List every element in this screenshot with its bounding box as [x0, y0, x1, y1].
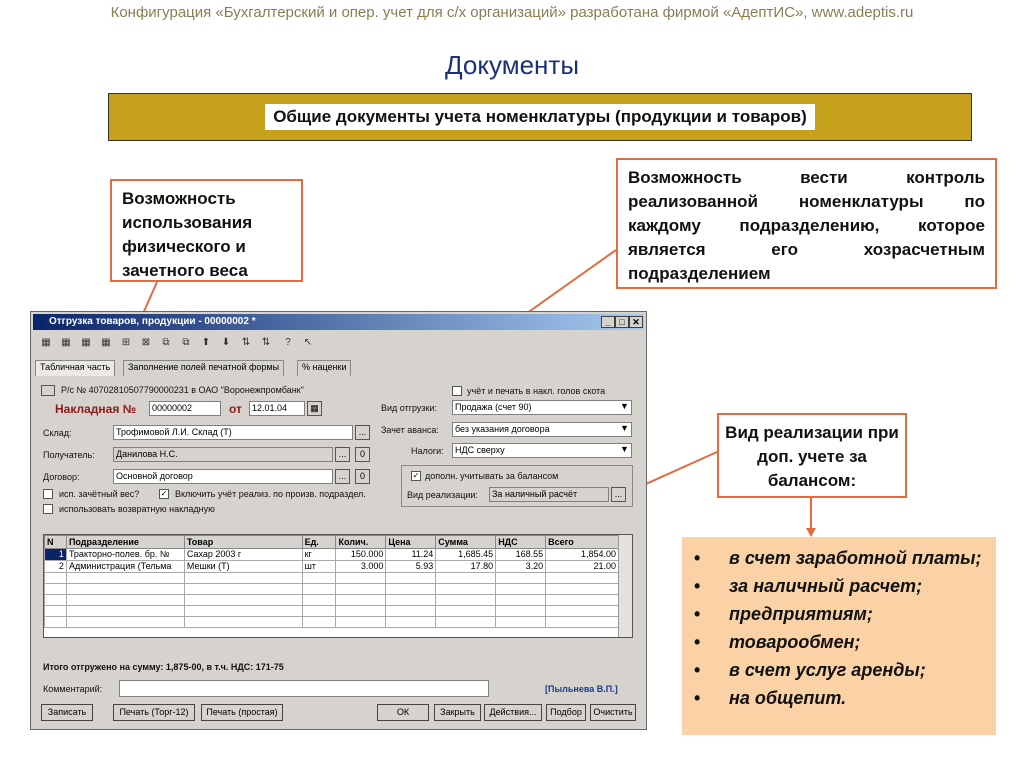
goods-table[interactable]	[43, 534, 633, 638]
realization-kinds-list	[682, 537, 996, 735]
table-cell[interactable]	[386, 595, 436, 606]
table-cell[interactable]: Сахар 2003 г	[184, 549, 302, 561]
context-help-icon[interactable]: ↖	[303, 337, 313, 348]
table-cell[interactable]	[66, 606, 184, 617]
table-cell[interactable]	[302, 573, 336, 584]
table-scrollbar[interactable]	[618, 535, 632, 637]
recipient-label: Получатель:	[43, 450, 95, 460]
return-checkbox[interactable]	[43, 504, 53, 514]
table-cell[interactable]	[546, 606, 619, 617]
row-delete-icon[interactable]: ⊠	[141, 337, 151, 348]
table-cell[interactable]	[336, 606, 386, 617]
callout-control: Возможность вести контроль реализованной номенклатуры по каждому подразделению, которое является его хозрасчетным подразделением	[616, 158, 997, 289]
table-cell[interactable]	[45, 606, 67, 617]
sklad-label: Склад:	[43, 428, 72, 438]
table-row[interactable]	[45, 584, 619, 595]
table-cell[interactable]	[336, 584, 386, 595]
date-field[interactable]: 12.01.04	[249, 401, 305, 416]
table-cell[interactable]	[66, 584, 184, 595]
livestock-checkbox[interactable]	[452, 386, 462, 396]
table-cell[interactable]	[436, 584, 496, 595]
shipment-window	[30, 311, 647, 730]
table-cell[interactable]	[184, 573, 302, 584]
table-row[interactable]	[45, 606, 619, 617]
table-cell[interactable]	[436, 573, 496, 584]
kind-field[interactable]: За наличный расчёт	[489, 487, 609, 502]
save-button[interactable]: Записать	[41, 704, 93, 721]
list-item: • товарообмен;	[694, 632, 861, 652]
table-cell[interactable]: 3.20	[496, 561, 546, 573]
table-cell[interactable]	[184, 595, 302, 606]
table-cell[interactable]	[336, 595, 386, 606]
table-cell[interactable]: кг	[302, 549, 336, 561]
table-row[interactable]	[45, 549, 619, 561]
invoice-label: Накладная №	[55, 402, 137, 416]
table-cell[interactable]	[45, 584, 67, 595]
bank-account: Р/с № 40702810507790000231 в ОАО "Воронежпромбанк"	[61, 385, 304, 395]
page-header: Конфигурация «Бухгалтерский и опер. учет для с/х организаций» разработана фирмой «АдептИС», www.adeptis.ru	[110, 4, 914, 21]
close-button[interactable]: Закрыть	[434, 704, 481, 721]
total-text: Итого отгружено на сумму: 1,875-00, в т.ч. НДС: 171-75	[43, 662, 284, 672]
table-row[interactable]	[45, 595, 619, 606]
table-cell[interactable]: 150.000	[336, 549, 386, 561]
select-button[interactable]: Подбор	[546, 704, 586, 721]
row-copy-icon[interactable]: ⧉	[162, 337, 170, 348]
table-cell[interactable]	[66, 617, 184, 628]
recipient-field[interactable]: Данилова Н.С.	[113, 447, 333, 462]
table-cell[interactable]: 168.55	[496, 549, 546, 561]
column-header[interactable]: Сумма	[436, 536, 496, 549]
column-header[interactable]: Ед.	[302, 536, 336, 549]
comment-field[interactable]	[119, 680, 489, 697]
invoice-number-field[interactable]: 00000002	[149, 401, 221, 416]
kind-label: Вид реализации:	[407, 490, 478, 500]
table-cell[interactable]: 11.24	[386, 549, 436, 561]
date-label: от	[229, 402, 242, 416]
table-cell[interactable]	[496, 617, 546, 628]
move-down-icon[interactable]: ⬇	[221, 337, 231, 348]
maximize-icon[interactable]: □	[615, 316, 629, 328]
return-label: использовать возвратную накладную	[59, 504, 215, 514]
contract-field[interactable]: Основной договор	[113, 469, 333, 484]
table-cell[interactable]	[184, 606, 302, 617]
list-item: • на общепит.	[694, 688, 847, 708]
table-cell[interactable]	[386, 606, 436, 617]
table-cell[interactable]: Мешки (Т)	[184, 561, 302, 573]
page-title: Документы	[444, 50, 580, 80]
help-icon[interactable]: ?	[285, 337, 291, 348]
table-cell[interactable]	[66, 573, 184, 584]
user-label: [Пыльнева В.П.]	[545, 684, 618, 694]
sklad-select-button[interactable]: ...	[355, 425, 370, 440]
table-cell[interactable]	[302, 584, 336, 595]
table-cell[interactable]: 1,685.45	[436, 549, 496, 561]
clear-button[interactable]: Очистить	[590, 704, 636, 721]
advance-select[interactable]: без указания договора	[452, 422, 632, 437]
callout-weight: Возможность использования физического и зачетного веса	[110, 179, 303, 282]
table-cell[interactable]	[336, 617, 386, 628]
table-cell[interactable]: 17.80	[436, 561, 496, 573]
table-cell[interactable]: шт	[302, 561, 336, 573]
calendar-icon[interactable]: ▦	[307, 401, 322, 416]
table-cell[interactable]	[66, 595, 184, 606]
table-cell[interactable]	[436, 617, 496, 628]
advance-label: Зачет аванса:	[381, 425, 439, 435]
tab-print-form[interactable]: Заполнение полей печатной формы	[123, 360, 284, 376]
table-cell[interactable]	[45, 573, 67, 584]
table-cell[interactable]	[184, 617, 302, 628]
table-cell[interactable]	[546, 573, 619, 584]
list-item: • в счет заработной платы;	[694, 548, 982, 568]
minimize-icon[interactable]: _	[601, 316, 615, 328]
table-cell[interactable]: Администрация (Тельма	[66, 561, 184, 573]
table-row[interactable]	[45, 617, 619, 628]
row-paste-icon[interactable]: ⧉	[182, 337, 190, 348]
table-cell[interactable]	[496, 595, 546, 606]
table-cell[interactable]	[302, 617, 336, 628]
livestock-label: учёт и печать в накл. голов скота	[467, 386, 606, 396]
account-select-button[interactable]	[41, 385, 55, 396]
offbalance-checkbox[interactable]: ✓	[412, 471, 420, 480]
table-cell[interactable]: 2	[45, 561, 67, 573]
division-label: Включить учёт реализ. по произв. подраздел.	[175, 489, 366, 499]
tax-select[interactable]: НДС сверху	[452, 443, 632, 458]
table-header	[45, 536, 619, 549]
table-cell[interactable]: 5.93	[386, 561, 436, 573]
table-cell[interactable]	[336, 573, 386, 584]
grid-icon[interactable]: ▦	[41, 337, 51, 348]
weight-label: исп. зачётный вес?	[59, 489, 140, 499]
table-cell[interactable]	[496, 584, 546, 595]
sklad-field[interactable]: Трофимовой Л.И. Склад (Т)	[113, 425, 353, 440]
print-simple-button[interactable]: Печать (простая)	[201, 704, 283, 721]
column-header[interactable]: Всего	[546, 536, 619, 549]
table-cell[interactable]	[496, 573, 546, 584]
grid-edit-icon[interactable]: ▦	[101, 337, 111, 348]
window-titlebar: Отгрузка товаров, продукции - 00000002 * _ □ ✕	[33, 314, 644, 330]
table-cell[interactable]	[45, 617, 67, 628]
grid-delete-icon[interactable]: ▦	[81, 337, 91, 348]
tax-label: Налоги:	[411, 446, 444, 456]
division-checkbox[interactable]: ✓	[160, 489, 168, 498]
table-cell[interactable]: 3.000	[336, 561, 386, 573]
grid-add-icon[interactable]: ▦	[61, 337, 71, 348]
ok-button[interactable]: ОК	[377, 704, 429, 721]
recipient-select-button[interactable]: ...	[335, 447, 350, 462]
table-cell[interactable]: 21.00	[546, 561, 619, 573]
contract-clear-button[interactable]: 0	[355, 469, 370, 484]
move-up-icon[interactable]: ⬆	[201, 337, 211, 348]
tab-table[interactable]: Табличная часть	[35, 360, 115, 376]
recipient-clear-button[interactable]: 0	[355, 447, 370, 462]
sort-desc-icon[interactable]: ⇅	[261, 337, 271, 348]
table-cell[interactable]	[546, 595, 619, 606]
tab-markup[interactable]: % наценки	[297, 360, 351, 376]
sort-asc-icon[interactable]: ⇅	[241, 337, 251, 348]
contract-select-button[interactable]: ...	[335, 469, 350, 484]
column-header[interactable]: N	[45, 536, 67, 549]
ship-label: Вид отгрузки:	[381, 403, 437, 413]
table-cell[interactable]	[546, 584, 619, 595]
weight-checkbox[interactable]	[43, 489, 53, 499]
table-cell[interactable]	[302, 595, 336, 606]
print-torg12-button[interactable]: Печать (Торг-12)	[113, 704, 195, 721]
actions-button[interactable]: Действия...	[484, 704, 542, 721]
table-cell[interactable]	[546, 617, 619, 628]
contract-label: Договор:	[43, 472, 80, 482]
table-cell[interactable]: 1,854.00	[546, 549, 619, 561]
table-cell[interactable]	[436, 606, 496, 617]
close-icon[interactable]: ✕	[629, 316, 643, 328]
table-row[interactable]	[45, 573, 619, 584]
tax-dropdown-icon[interactable]: ▼	[620, 444, 629, 454]
comment-label: Комментарий:	[43, 684, 103, 694]
list-item: • в счет услуг аренды;	[694, 660, 926, 680]
table-cell[interactable]	[45, 595, 67, 606]
callout-kind: Вид реализации при доп. учете за балансом:	[717, 413, 907, 498]
offbalance-label: дополн. учитывать за балансом	[425, 471, 559, 481]
table-cell[interactable]: 1	[45, 549, 67, 561]
ship-dropdown-icon[interactable]: ▼	[620, 401, 629, 411]
list-item: • предприятиям;	[694, 604, 873, 624]
ship-select[interactable]: Продажа (счет 90)	[452, 400, 632, 415]
column-header[interactable]: Цена	[386, 536, 436, 549]
table-cell[interactable]	[386, 617, 436, 628]
table-cell[interactable]	[184, 584, 302, 595]
table-cell[interactable]	[386, 573, 436, 584]
arrow-down-head	[806, 528, 816, 537]
kind-select-button[interactable]: ...	[611, 487, 626, 502]
table-cell[interactable]	[302, 606, 336, 617]
table-cell[interactable]	[436, 595, 496, 606]
column-header[interactable]: НДС	[496, 536, 546, 549]
banner-text: Общие документы учета номенклатуры (продукции и товаров)	[265, 104, 815, 130]
table-row[interactable]	[45, 561, 619, 573]
column-header[interactable]: Колич.	[336, 536, 386, 549]
list-item: • за наличный расчет;	[694, 576, 923, 596]
column-header[interactable]: Подразделение	[66, 536, 184, 549]
table-cell[interactable]	[386, 584, 436, 595]
table-cell[interactable]: Тракторно-полев. бр. №	[66, 549, 184, 561]
advance-dropdown-icon[interactable]: ▼	[620, 423, 629, 433]
row-add-icon[interactable]: ⊞	[121, 337, 131, 348]
column-header[interactable]: Товар	[184, 536, 302, 549]
table-cell[interactable]	[496, 606, 546, 617]
